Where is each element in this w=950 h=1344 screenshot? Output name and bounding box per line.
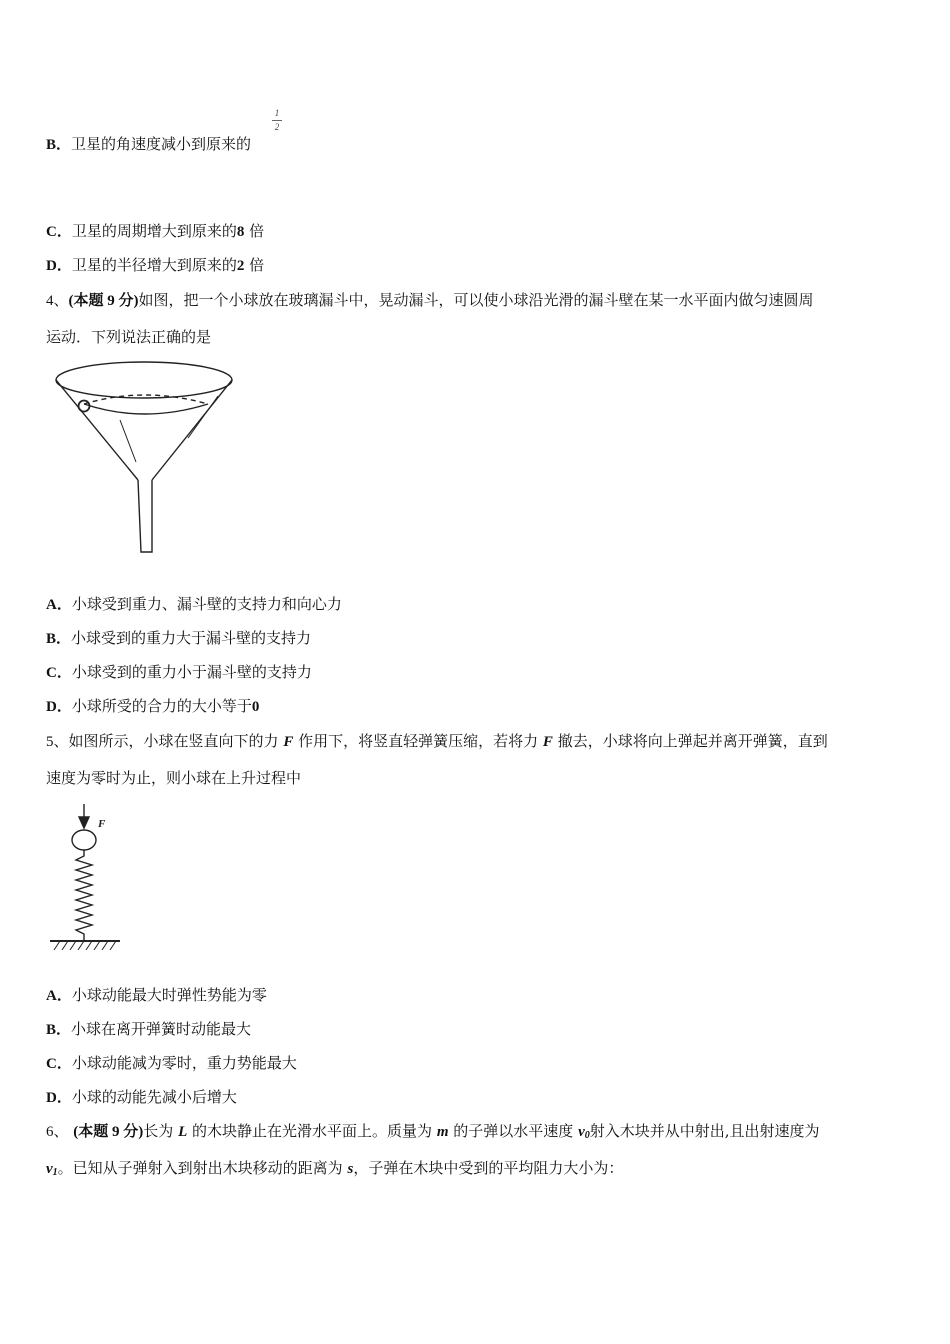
spring-figure <box>46 800 126 955</box>
q4-option-a <box>46 594 342 615</box>
option-value: 2 <box>236 258 245 274</box>
q5-option-d <box>46 1087 237 1108</box>
question-stem-t1: 长为 <box>143 1122 174 1140</box>
funnel-highlight-left <box>120 420 136 462</box>
var-L: L <box>178 1124 188 1140</box>
question-number: 5、 <box>46 734 69 750</box>
q4-option-c <box>46 662 312 683</box>
q4-option-d <box>46 696 259 717</box>
ball <box>79 401 90 412</box>
option-letter: A． <box>46 988 72 1004</box>
question-stem: 如图，把一个小球放在玻璃漏斗中，晃动漏斗，可以使小球沿光滑的漏斗壁在某一水平面内做匀速圆周 <box>138 291 814 309</box>
question-score: (本题 9 分) <box>68 293 139 309</box>
question-stem-t2: 的木块静止在光滑水平面上。质量为 <box>192 1122 433 1140</box>
option-text: 卫星的角速度减小到原来的 <box>71 135 252 153</box>
question-stem-c: 撤去，小球将向上弹起并离开弹簧，直到 <box>557 732 828 750</box>
question-stem-cont: 速度为零时为止，则小球在上升过程中 <box>46 769 302 787</box>
fraction-numerator: 1 <box>274 108 280 118</box>
q6-stem-line2 <box>46 1158 623 1183</box>
option-text: 小球受到的重力大于漏斗壁的支持力 <box>71 629 312 647</box>
q5-option-b <box>46 1019 251 1040</box>
subscript-0: 0 <box>584 1130 590 1141</box>
option-text: 小球的动能先减小后增大 <box>71 1088 237 1106</box>
funnel-figure <box>48 358 240 558</box>
q4-option-b <box>46 628 311 649</box>
option-letter: B． <box>46 631 72 647</box>
force-arrow-head <box>79 817 89 828</box>
option-letter: C． <box>46 224 72 240</box>
q4-stem-line1 <box>46 290 814 311</box>
var-m: m <box>436 1124 449 1140</box>
question-stem-a: 如图所示，小球在竖直向下的力 <box>68 732 279 750</box>
option-text: 小球动能减为零时，重力势能最大 <box>71 1054 297 1072</box>
question-stem-cont: 运动．下列说法正确的是 <box>46 328 212 346</box>
var-v: v <box>46 1161 53 1177</box>
var-v: v <box>578 1124 585 1140</box>
ball <box>72 830 96 850</box>
option-text: 小球所受的合力的大小等于 <box>71 697 252 715</box>
question-number: 6、 <box>46 1124 69 1140</box>
option-letter: D． <box>46 258 72 274</box>
option-letter: D． <box>46 699 72 715</box>
option-text: 小球受到重力、漏斗壁的支持力和向心力 <box>71 595 342 613</box>
question-stem-t3: 的子弹以水平速度 <box>453 1122 574 1140</box>
fraction-one-half <box>272 108 282 133</box>
option-text: 小球受到的重力小于漏斗壁的支持力 <box>71 663 312 681</box>
q5-stem-line2 <box>46 768 301 788</box>
q4-stem-line2 <box>46 327 211 347</box>
option-text: 小球在离开弹簧时动能最大 <box>71 1020 252 1038</box>
q5-stem-line1 <box>46 731 828 752</box>
force-symbol: F <box>542 734 553 750</box>
question-number: 4、 <box>46 293 69 309</box>
q3-option-d <box>46 255 264 276</box>
option-letter: B． <box>46 137 72 153</box>
option-text-end: 倍 <box>249 222 265 240</box>
funnel-stem <box>138 480 152 552</box>
option-value: 0 <box>251 699 260 715</box>
option-letter: C． <box>46 665 72 681</box>
option-text: 小球动能最大时弹性势能为零 <box>71 986 267 1004</box>
circle-path-front <box>84 404 208 414</box>
fraction-bar <box>272 120 282 121</box>
q5-option-a <box>46 985 267 1006</box>
option-text: 卫星的半径增大到原来的 <box>71 256 237 274</box>
question-stem-t5: 。已知从子弹射入到射出木块移动的距离为 <box>57 1159 343 1177</box>
option-value: 8 <box>236 224 245 240</box>
option-letter: D． <box>46 1090 72 1106</box>
question-score: (本题 9 分) <box>73 1124 144 1140</box>
funnel-rim <box>56 362 232 398</box>
option-letter: B． <box>46 1022 72 1038</box>
q6-stem-line1 <box>46 1121 820 1146</box>
var-v1 <box>46 1161 58 1177</box>
option-letter: C． <box>46 1056 72 1072</box>
var-v0 <box>578 1124 590 1140</box>
var-s: s <box>347 1161 354 1177</box>
q5-option-c <box>46 1053 297 1074</box>
subscript-1: 1 <box>52 1167 58 1178</box>
question-stem-t6: ，子弹在木块中受到的平均阻力大小为： <box>353 1159 624 1177</box>
option-text-end: 倍 <box>249 256 265 274</box>
spring <box>76 850 92 941</box>
ground-hatching <box>54 941 116 950</box>
option-text: 卫星的周期增大到原来的 <box>71 222 237 240</box>
q3-option-b <box>46 134 251 155</box>
q3-option-c <box>46 221 264 242</box>
question-stem-t4: 射入木块并从中射出,且出射速度为 <box>589 1122 820 1140</box>
option-letter: A． <box>46 597 72 613</box>
fraction-denominator: 2 <box>274 122 280 132</box>
force-label: F <box>98 818 106 830</box>
question-stem-b: 作用下，将竖直轻弹簧压缩，若将力 <box>298 732 539 750</box>
force-symbol: F <box>283 734 294 750</box>
